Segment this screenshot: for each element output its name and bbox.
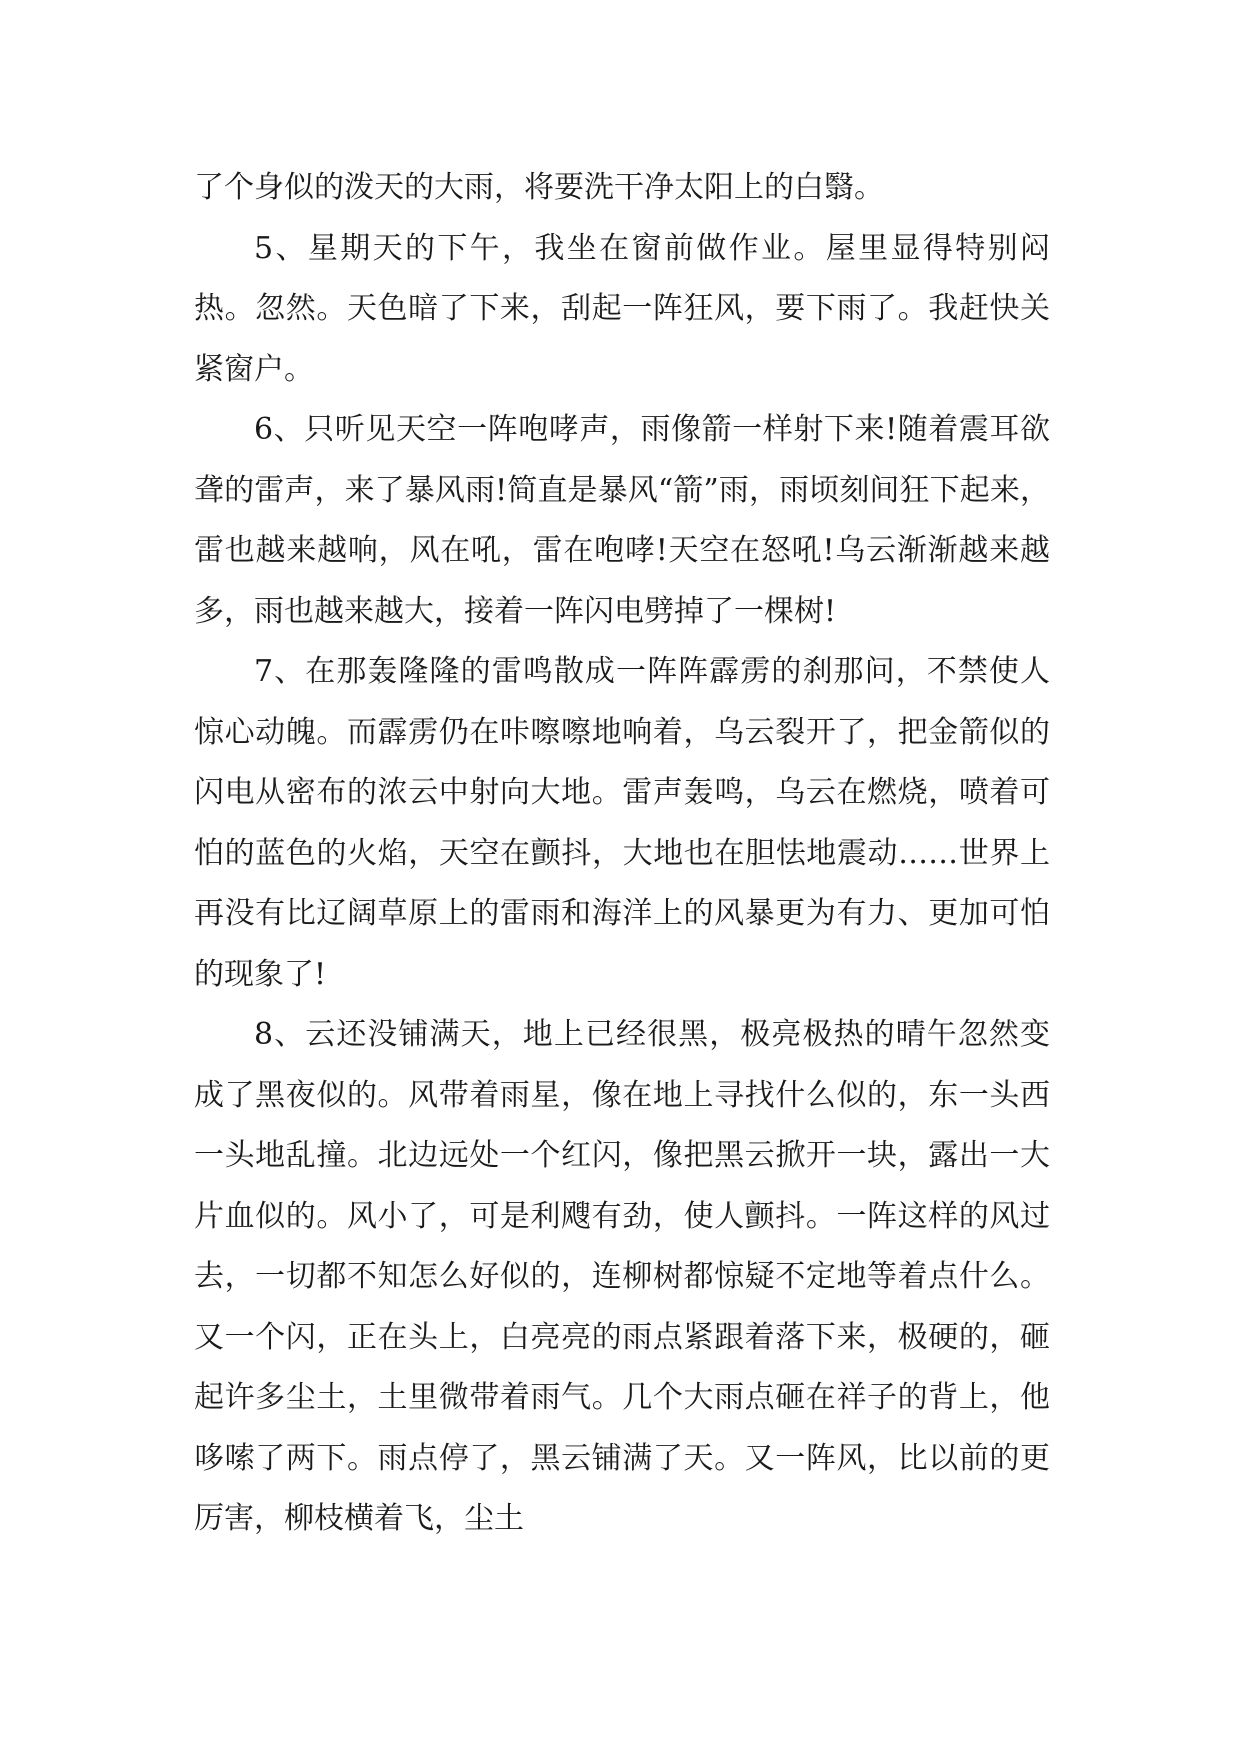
paragraph-7: 7、在那轰隆隆的雷鸣散成一阵阵霹雳的刹那问，不禁使人惊心动魄。而霹雳仍在咔嚓嚓地响着，乌云裂开了，把金箭似的闪电从密布的浓云中射向大地。雷声轰鸣，乌云在燃烧，喷着可怕的蓝色的火焰，天空在颤抖，大地也在胆怯地震动……世界上再没有比辽阔草原上的雷雨和海洋上的风暴更为有力、更加可怕的现象了! bbox=[194, 654, 1050, 992]
paragraph-6: 6、只听见天空一阵咆哮声，雨像箭一样射下来!随着震耳欲聋的雷声，来了暴风雨!简直是暴风“箭”雨，雨顷刻间狂下起来，雷也越来越响，风在吼，雷在咆哮!天空在怒吼!乌云渐渐越来越多，雨也越来越大，接着一阵闪电劈掉了一棵树! bbox=[194, 412, 1050, 629]
paragraph-continuation: 了个身似的泼天的大雨，将要洗干净太阳上的白翳。 bbox=[194, 170, 884, 205]
paragraph-8: 8、云还没铺满天，地上已经很黑，极亮极热的晴午忽然变成了黑夜似的。风带着雨星，像在地上寻找什么似的，东一头西一头地乱撞。北边远处一个红闪，像把黑云掀开一块，露出一大片血似的。风小了，可是利飕有劲，使人颤抖。一阵这样的风过去，一切都不知怎么好似的，连柳树都惊疑不定地等着点什么。又一个闪，正在头上，白亮亮的雨点紧跟着落下来，极硬的，砸起许多尘土，土里微带着雨气。几个大雨点砸在祥子的背上，他哆嗦了两下。雨点停了，黑云铺满了天。又一阵风，比以前的更厉害，柳枝横着飞，尘土 bbox=[194, 1017, 1050, 1536]
paragraph-5: 5、星期天的下午，我坐在窗前做作业。屋里显得特别闷热。忽然。天色暗了下来，刮起一阵狂风，要下雨了。我赶快关紧窗户。 bbox=[194, 230, 1050, 387]
body-text bbox=[194, 158, 1050, 1550]
